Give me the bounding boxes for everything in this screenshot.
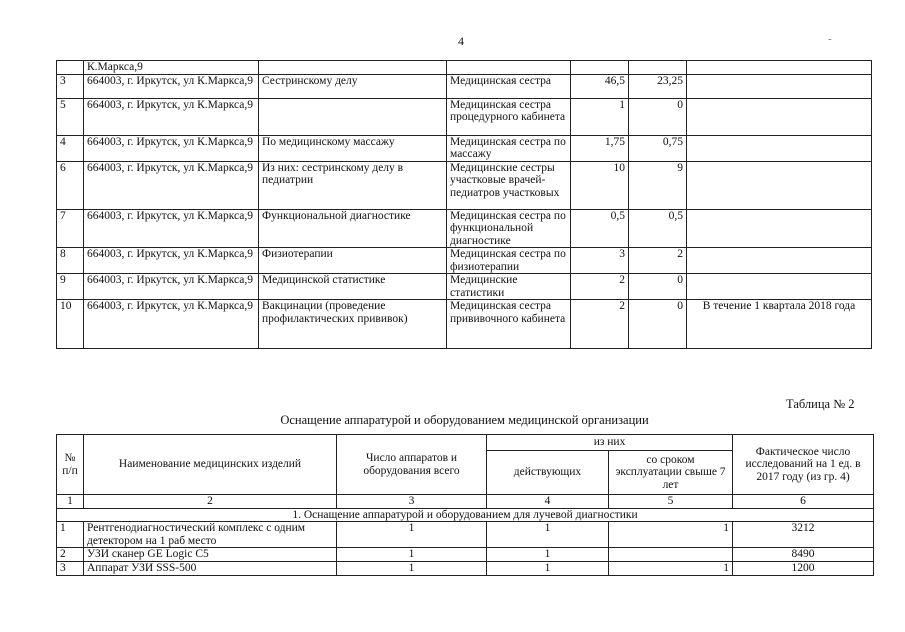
value-2-cell: 0,75 <box>629 135 687 161</box>
profile-cell: Функциональной диагностике <box>259 209 447 248</box>
address-cell: 664003, г. Иркутск, ул К.Маркса,9 <box>84 98 259 135</box>
profile-cell: Физиотерапии <box>259 248 447 274</box>
value-2-cell: 0 <box>629 274 687 300</box>
row-number <box>57 61 84 75</box>
device-name-cell: Рентгенодиагностический комплекс с одним детектором на 1 раб место <box>84 522 337 548</box>
col-group-header: из них <box>487 435 733 451</box>
table-row <box>57 98 872 135</box>
note-cell <box>687 98 872 135</box>
row-number: 10 <box>57 300 84 349</box>
address-cell: 664003, г. Иркутск, ул К.Маркса,9 <box>84 161 259 209</box>
value-1-cell: 2 <box>571 274 629 300</box>
col-number: 3 <box>337 495 487 509</box>
row-number: 6 <box>57 161 84 209</box>
row-number: 8 <box>57 248 84 274</box>
value-1-cell: 1 <box>571 98 629 135</box>
col-number: 2 <box>84 495 337 509</box>
position-cell: Медицинская сестра прививочного кабинета <box>447 300 571 349</box>
profile-cell: Из них: сестринскому делу в педиатрии <box>259 161 447 209</box>
address-cell: 664003, г. Иркутск, ул К.Маркса,9 <box>84 274 259 300</box>
value-2-cell: 0 <box>629 300 687 349</box>
row-number: 7 <box>57 209 84 248</box>
table-row <box>57 562 874 576</box>
col-research-header: Фактическое число исследований на 1 ед. в 2017 году (из гр. 4) <box>733 435 874 495</box>
profile-cell: Вакцинации (проведение профилактических прививок) <box>259 300 447 349</box>
profile-cell: Медицинской статистике <box>259 274 447 300</box>
table-row <box>57 74 872 98</box>
address-cell: 664003, г. Иркутск, ул К.Маркса,9 <box>84 74 259 98</box>
col-total-header: Число аппаратов и оборудования всего <box>337 435 487 495</box>
note-cell: В течение 1 квартала 2018 года <box>687 300 872 349</box>
research-cell: 3212 <box>733 522 874 548</box>
old-cell: 1 <box>609 562 733 576</box>
note-cell <box>687 274 872 300</box>
equipment-table <box>56 434 874 576</box>
active-cell: 1 <box>487 548 609 562</box>
profile-cell: По медицинскому массажу <box>259 135 447 161</box>
address-cell: 664003, г. Иркутск, ул К.Маркса,9 <box>84 248 259 274</box>
total-cell: 1 <box>337 522 487 548</box>
value-2-cell: 23,25 <box>629 74 687 98</box>
row-number: 1 <box>57 522 84 548</box>
address-cell: К.Маркса,9 <box>84 61 259 75</box>
table-row <box>57 548 874 562</box>
row-number: 2 <box>57 548 84 562</box>
note-cell <box>687 209 872 248</box>
row-number: 4 <box>57 135 84 161</box>
total-cell: 1 <box>337 548 487 562</box>
old-cell: 1 <box>609 522 733 548</box>
device-name-cell: УЗИ сканер GE Logic C5 <box>84 548 337 562</box>
row-number: 5 <box>57 98 84 135</box>
note-cell <box>687 161 872 209</box>
value-1-cell: 10 <box>571 161 629 209</box>
value-1-cell: 1,75 <box>571 135 629 161</box>
col-name-header: Наименование медицинских изделий <box>84 435 337 495</box>
col-number: 4 <box>487 495 609 509</box>
row-number: 9 <box>57 274 84 300</box>
table-row <box>57 135 872 161</box>
row-number: 3 <box>57 74 84 98</box>
position-cell: Медицинские статистики <box>447 274 571 300</box>
table2-title: Оснащение аппаратурой и оборудованием медицинской организации <box>280 413 649 427</box>
corner-mark: - <box>828 33 832 45</box>
research-cell: 8490 <box>733 548 874 562</box>
col-number: 6 <box>733 495 874 509</box>
active-cell: 1 <box>487 562 609 576</box>
address-cell: 664003, г. Иркутск, ул К.Маркса,9 <box>84 300 259 349</box>
table-row <box>57 522 874 548</box>
profile-cell <box>259 98 447 135</box>
section-row: 1. Оснащение аппаратурой и оборудованием для лучевой диагностики <box>57 508 874 522</box>
table-row <box>57 274 872 300</box>
address-cell: 664003, г. Иркутск, ул К.Маркса,9 <box>84 135 259 161</box>
value-2-cell: 0,5 <box>629 209 687 248</box>
table2-number: Таблица № 2 <box>786 397 855 411</box>
value-1-cell <box>571 61 629 75</box>
position-cell: Медицинская сестра по физиотерапии <box>447 248 571 274</box>
position-cell: Медицинская сестра по массажу <box>447 135 571 161</box>
position-cell: Медицинская сестра процедурного кабинета <box>447 98 571 135</box>
position-cell: Медицинская сестра по функциональной диагностике <box>447 209 571 248</box>
note-cell <box>687 135 872 161</box>
address-cell: 664003, г. Иркутск, ул К.Маркса,9 <box>84 209 259 248</box>
profile-cell <box>259 61 447 75</box>
value-1-cell: 3 <box>571 248 629 274</box>
table-row <box>57 300 872 349</box>
device-name-cell: Аппарат УЗИ SSS-500 <box>84 562 337 576</box>
value-1-cell: 46,5 <box>571 74 629 98</box>
note-cell <box>687 248 872 274</box>
staff-table <box>56 60 872 349</box>
total-cell: 1 <box>337 562 487 576</box>
value-1-cell: 0,5 <box>571 209 629 248</box>
research-cell: 1200 <box>733 562 874 576</box>
position-cell <box>447 61 571 75</box>
note-cell <box>687 74 872 98</box>
old-cell <box>609 548 733 562</box>
table-row <box>57 161 872 209</box>
row-number: 3 <box>57 562 84 576</box>
note-cell <box>687 61 872 75</box>
table-row <box>57 61 872 75</box>
col-number: 5 <box>609 495 733 509</box>
position-cell: Медицинские сестры участковые врачей-педиатров участковых <box>447 161 571 209</box>
active-cell: 1 <box>487 522 609 548</box>
table-row <box>57 209 872 248</box>
value-2-cell: 2 <box>629 248 687 274</box>
value-2-cell <box>629 61 687 75</box>
value-1-cell: 2 <box>571 300 629 349</box>
position-cell: Медицинская сестра <box>447 74 571 98</box>
table-row <box>57 248 872 274</box>
col-active-header: действующих <box>487 451 609 495</box>
col-num-header: № п/п <box>57 435 84 495</box>
col-number: 1 <box>57 495 84 509</box>
col-old-header: со сроком эксплуатации свыше 7 лет <box>609 451 733 495</box>
profile-cell: Сестринскому делу <box>259 74 447 98</box>
value-2-cell: 9 <box>629 161 687 209</box>
value-2-cell: 0 <box>629 98 687 135</box>
page-number: 4 <box>458 34 464 48</box>
